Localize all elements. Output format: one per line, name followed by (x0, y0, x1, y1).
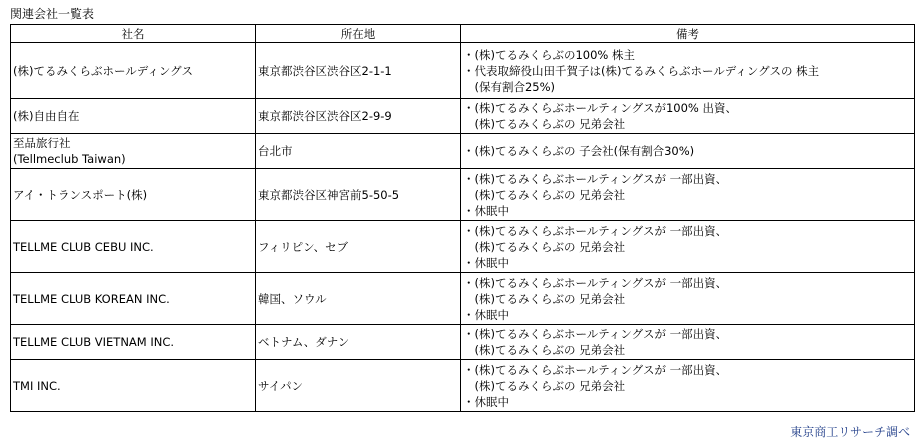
company-name-cell (11, 99, 256, 134)
remark-line: ・(株)てるみくらぶホールティングスが 一部出資、 (463, 362, 728, 377)
remark-line: ・(株)てるみくらぶの100% 株主 (463, 47, 636, 62)
company-name: TELLME CLUB CEBU INC. (13, 239, 154, 254)
remark-line: ・休眠中 (463, 255, 509, 270)
company-name-cell (11, 169, 256, 221)
remark-line: ・(株)てるみくらぶホールティングスが 一部出資、 (463, 223, 728, 238)
company-name-cell (11, 325, 256, 360)
remark-line: (株)てるみくらぶの 兄弟会社 (463, 117, 626, 131)
remark-line: (株)てるみくらぶの 兄弟会社 (463, 343, 626, 357)
company-name: 至品旅行社 (13, 136, 71, 150)
location-cell: ベトナム、ダナン (256, 325, 461, 360)
remarks-cell (461, 221, 915, 273)
company-name: アイ・トランスポート(株) (13, 187, 148, 202)
remark-line: (株)てるみくらぶの 兄弟会社 (463, 291, 626, 306)
location-cell: 東京都渋谷区渋谷区2-1-1 (256, 43, 461, 99)
table-row (11, 360, 915, 412)
company-name-cell (11, 360, 256, 412)
table-row (11, 273, 915, 325)
remarks-cell (461, 99, 915, 134)
remarks-cell (461, 360, 915, 412)
location-cell: フィリピン、セブ (256, 221, 461, 273)
location-cell: 東京都渋谷区渋谷区2-9-9 (256, 99, 461, 134)
table-row (11, 43, 915, 99)
page-title: 関連会社一覧表 (10, 7, 95, 21)
table-body (11, 43, 915, 412)
remark-line: (株)てるみくらぶの 兄弟会社 (463, 187, 626, 202)
remark-line: ・休眠中 (463, 203, 509, 218)
remarks-cell (461, 134, 915, 169)
company-name-cell (11, 221, 256, 273)
remarks-cell (461, 43, 915, 99)
source-note: 東京商工リサーチ調べ (790, 425, 910, 439)
company-name-cell (11, 43, 256, 99)
remark-line: ・代表取締役山田千賀子は(株)てるみくらぶホールディングスの 株主 (463, 63, 820, 78)
table-row (11, 221, 915, 273)
table-row (11, 169, 915, 221)
remarks-cell (461, 325, 915, 360)
table-header-row (11, 25, 915, 43)
company-name: TELLME CLUB VIETNAM INC. (13, 335, 175, 349)
column-header-name: 社名 (11, 25, 256, 43)
company-name: (株)自由自在 (13, 109, 80, 123)
remark-line: ・休眠中 (463, 307, 509, 322)
remark-line: ・(株)てるみくらぶホールティングスが 一部出資、 (463, 171, 728, 186)
table-row (11, 99, 915, 134)
column-header-remarks: 備考 (461, 25, 915, 43)
remark-line: ・(株)てるみくらぶホールティングスが100% 出資、 (463, 101, 738, 115)
company-name-cell (11, 273, 256, 325)
company-name: TELLME CLUB KOREAN INC. (13, 291, 170, 306)
location-cell: 東京都渋谷区神宮前5-50-5 (256, 169, 461, 221)
remark-line: (株)てるみくらぶの 兄弟会社 (463, 239, 626, 254)
location-cell: 台北市 (256, 134, 461, 169)
company-name: TMI INC. (13, 378, 61, 393)
location-cell: 韓国、ソウル (256, 273, 461, 325)
remark-line: (株)てるみくらぶの 兄弟会社 (463, 378, 626, 393)
remark-line: ・休眠中 (463, 394, 509, 409)
remark-line: (保有割合25%) (463, 79, 556, 94)
location-cell: サイパン (256, 360, 461, 412)
remark-line: ・(株)てるみくらぶホールティングスが 一部出資、 (463, 327, 728, 341)
remark-line: ・(株)てるみくらぶホールティングスが 一部出資、 (463, 275, 728, 290)
remark-line: ・(株)てるみくらぶの 子会社(保有割合30%) (463, 144, 695, 158)
affiliates-table (10, 24, 915, 412)
company-name: (株)てるみくらぶホールディングス (13, 63, 193, 78)
remarks-cell (461, 169, 915, 221)
remarks-cell (461, 273, 915, 325)
company-name-cell (11, 134, 256, 169)
column-header-location: 所在地 (256, 25, 461, 43)
table-row (11, 325, 915, 360)
company-name: (Tellmeclub Taiwan) (13, 152, 126, 166)
table-row (11, 134, 915, 169)
